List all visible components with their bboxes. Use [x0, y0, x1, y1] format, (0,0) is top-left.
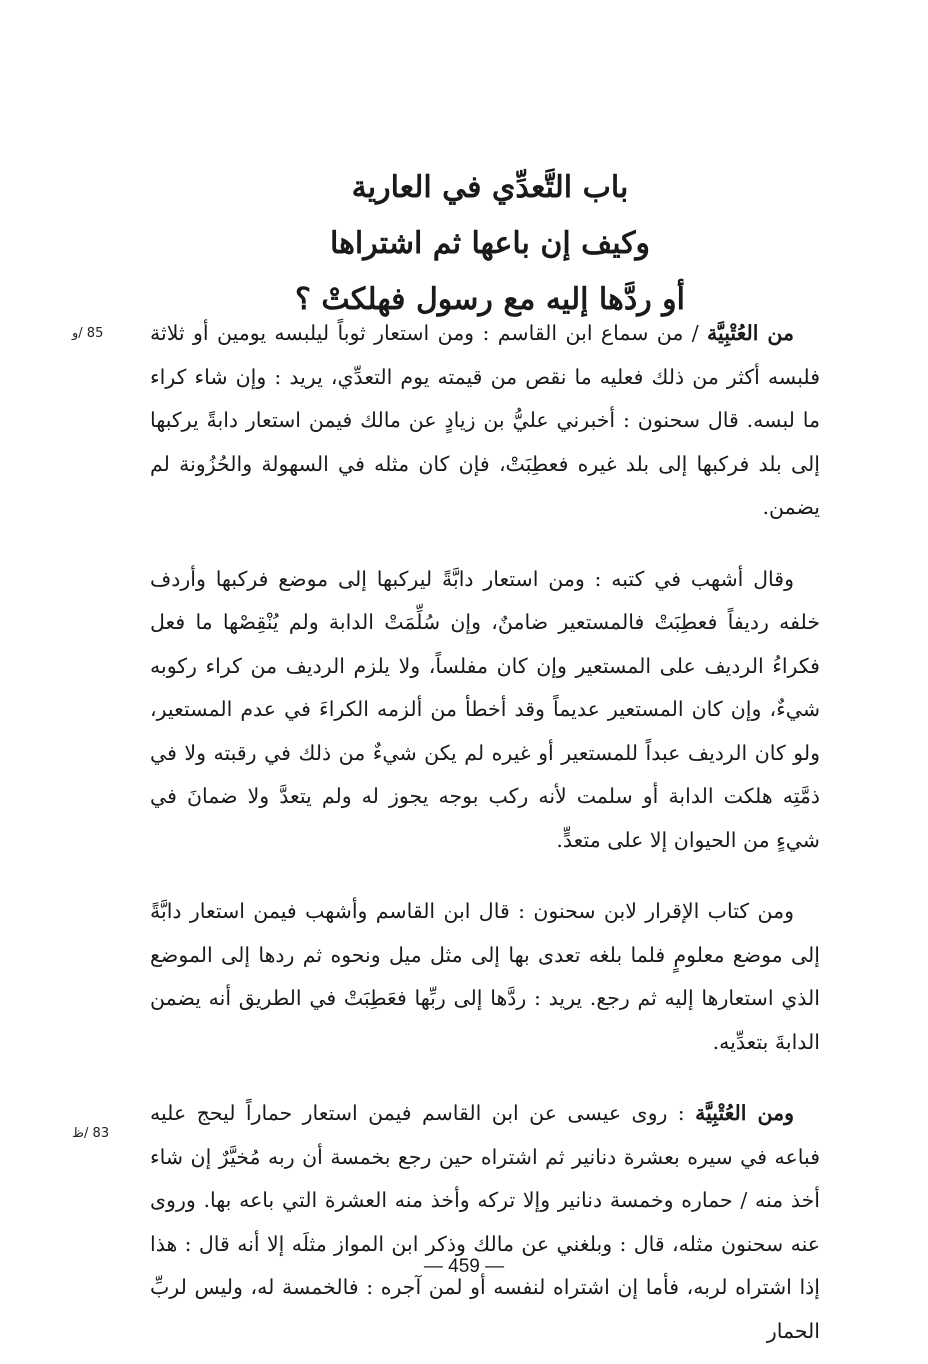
paragraph — [150, 312, 820, 530]
paragraph-text: وقال أشهب في كتبه : ومن استعار دابَّةً ليركبها إلى موضع فركبها وأردف خلفه رديفاً فعطِبَتْ فالمستعير ضامنٌ، وإن سُلِّمَتْ الدابة ولم يُنْقِصْها ما فعل فكراءُ الرديف على المستعير وإن كان مفلساً، ولا يلزم الرديف من كراء ركوبه شيءٌ، وإن كان المستعير عديماً وقد أخطأ من ألزمه الكراءَ في عدم المستعير، ولو كان الرديف عبداً للمستعير أو غيره لم يكن شيءٌ من ذلك في رقبته ولا في ذمَّتِه هلكت الدابة أو سلمت لأنه ركب بوجه يجوز له ولم يتعدَّ ولا ضمانَ في شيءٍ من الحيوان إلا على متعدٍّ. — [150, 566, 820, 852]
paragraph — [150, 1092, 820, 1353]
title-line-3: أو ردَّها إليه مع رسول فهلكتْ ؟ — [295, 282, 685, 317]
title-line-2: وكيف إن باعها ثم اشتراها — [329, 226, 651, 261]
chapter-title — [150, 160, 830, 328]
paragraph — [150, 890, 820, 1064]
title-line-1: باب التَّعدِّي في العارية — [351, 170, 629, 205]
source-citation: ومن العُتْبِيَّة — [695, 1101, 794, 1125]
paragraph-text: : روى عيسى عن ابن القاسم فيمن استعار حماراً ليحج عليه فباعه في سيره بعشرة دنانير ثم اشتراه حين رجع بخمسة أن ربه مُخيَّرٌ إن شاء أخذ منه / حماره وخمسة دنانير وإلا تركه وأخذ منه العشرة التي باعه بها. وروى عنه سحنون مثله، قال : وبلغني عن مالك وذكر ابن المواز مثلَه إلا أنه قال : هذا إذا اشتراه لربه، فأما إن اشتراه لنفسه أو لمن آجره : فالخمسة له، وليس لربِّ الحمار — [150, 1101, 820, 1343]
paragraph — [150, 558, 820, 863]
body-text — [150, 312, 820, 1353]
page-number: — 459 — — [423, 1256, 505, 1277]
source-citation: من العُتْبِيَّة — [707, 321, 794, 345]
margin-folio-note: 83 /ظ — [72, 1126, 110, 1141]
paragraph-text: / من سماع ابن القاسم : ومن استعار ثوباً ليلبسه يومين أو ثلاثة فلبسه أكثر من ذلك فعليه ما نقص من قيمته يوم التعدِّي، يريد : وإن شاء كراء ما لبسه. قال سحنون : أخبرني عليُّ بن زيادٍ عن مالك فيمن استعار دابةً يركبها إلى بلد فركبها إلى بلد غيره فعطِبَتْ، فإن كان مثله في السهولة والحُزُونة لم يضمن. — [150, 321, 820, 519]
margin-folio-note: 85 /و — [72, 326, 104, 341]
paragraph-text: ومن كتاب الإقرار لابن سحنون : قال ابن القاسم وأشهب فيمن استعار دابَّةً إلى موضع معلومٍ فلما بلغه تعدى بها إلى مثل ميل ونحوه ثم ردها إلى الموضع الذي استعارها إليه ثم رجع. يريد : ردَّها إلى ربِّها فعَطِبَتْ في الطريق أنه يضمن الدابةَ بتعدِّيه. — [150, 899, 820, 1054]
